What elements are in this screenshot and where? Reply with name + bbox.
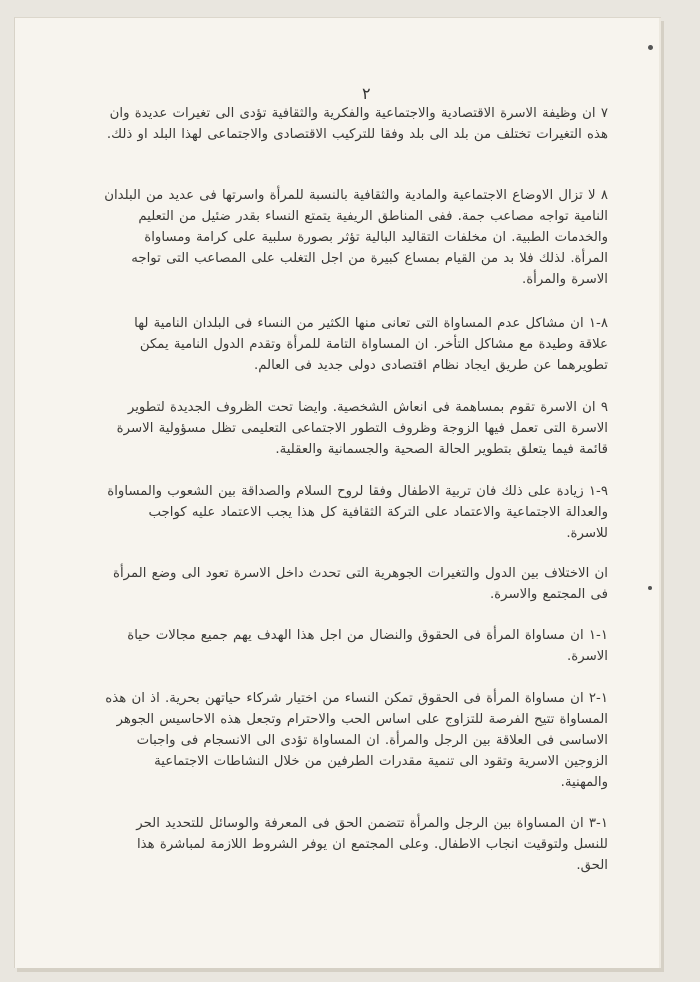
paragraph-1-1: ١-١ ان مساواة المرأة فى الحقوق والنضال من اجل هذا الهدف يهم جميع مجالات حياة الاسرة. bbox=[127, 628, 608, 664]
paragraph-7: ٧ ان وظيفة الاسرة الاقتصادية والاجتماعية والفكرية والثقافية تؤدى الى تغيرات عديدة وان هذه التغيرات تختلف من بلد الى بلد وفقا للتركيب الاقتصادى والاجتماعى لهذا البلد او ذلك. bbox=[106, 106, 608, 142]
paragraph-1-2: ١-٢ ان مساواة المرأة فى الحقوق تمكن النساء من اختيار شركاء حياتهن بحرية. اذ ان هذه المساواة تتيح الفرصة للتزاوج على اساس الحب والاحترام وتجعل هذه الاحاسيس الجوهر الاساسى فى العلاقة بين الرجل والمرأة. ان المساواة تؤدى الى الانسجام فى واجبات الزوجين الاسرية وتقود الى تنمية مقدرات الطرفين من خلال النشاطات الاجتماعية والمهنية. bbox=[105, 691, 608, 790]
page-number: ٢ bbox=[362, 84, 371, 103]
paragraph-8: ٨ لا تزال الاوضاع الاجتماعية والمادية والثقافية بالنسبة للمرأة واسرتها فى عديد من البلدان النامية تواجه مصاعب جمة. ففى المناطق الريفية يتمتع النساء بقدر ضئيل من التعليم والخدمات الطبية. ان مخلفات التقاليد البالية تؤثر بصورة سلبية على كرامة ومساواة المرأة. لذلك فلا بد من القيام بمساع كبيرة من اجل التغلب على المصاعب التى تواجه الاسرة والمرأة. bbox=[104, 188, 608, 287]
paragraph-9-1: ٩-١ زيادة على ذلك فان تربية الاطفال وفقا لروح السلام والصداقة بين الشعوب والمساواة والعدالة الاجتماعية والاعتماد على التركة الثقافية كل هذا يجب الاعتماد عليه كواجب للاسرة. bbox=[107, 484, 608, 541]
punch-hole-mark bbox=[648, 586, 652, 590]
paragraph-intro: ان الاختلاف بين الدول والتغيرات الجوهرية التى تحدث داخل الاسرة تعود الى وضع المرأة فى المجتمع والاسرة. bbox=[112, 566, 608, 602]
paragraph-1-3: ١-٣ ان المساواة بين الرجل والمرأة تتضمن الحق فى المعرفة والوسائل للتحديد الحر للنسل ولتوقيت انجاب الاطفال. وعلى المجتمع ان يوفر الشروط اللازمة لمباشرة هذا الحق. bbox=[136, 816, 608, 873]
paragraph-8-1: ٨-١ ان مشاكل عدم المساواة التى تعانى منها الكثير من النساء فى البلدان النامية لها علاقة وطيدة مع مشاكل التأخر. ان المساواة التامة للمرأة وتقدم الدول النامية يمكن تطويرهما عن طريق ايجاد نظام اقتصادى دولى جديد فى العالم. bbox=[134, 316, 608, 373]
paragraph-9: ٩ ان الاسرة تقوم بمساهمة فى انعاش الشخصية. وايضا تحت الظروف الجديدة لتطوير الاسرة التى تعمل فيها الزوجة وظروف التطور الاجتماعى التعليمى تظل مسؤولية الاسرة قائمة فيما يتعلق بتطوير الحالة الصحية والجسمانية والعقلية. bbox=[116, 400, 608, 457]
punch-hole-mark bbox=[648, 45, 653, 50]
